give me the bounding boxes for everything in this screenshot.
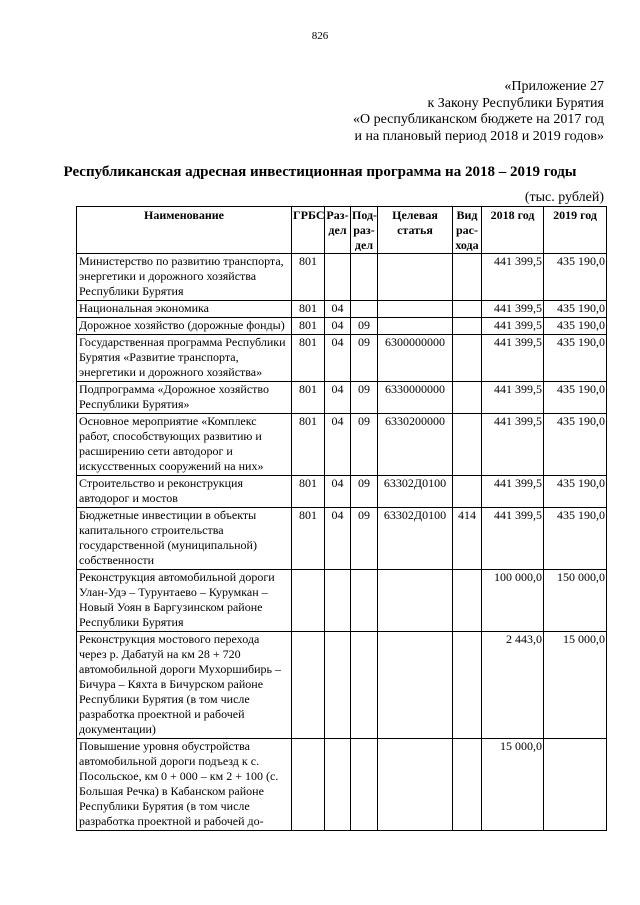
cell-2018: 2 443,0 xyxy=(482,632,544,739)
table-row xyxy=(77,335,607,382)
table-row xyxy=(77,254,607,301)
cell-2019: 435 190,0 xyxy=(544,476,607,508)
table-row xyxy=(77,301,607,318)
cell-2019: 435 190,0 xyxy=(544,254,607,301)
cell-target: 63302Д0100 xyxy=(378,508,453,570)
cell-2019: 435 190,0 xyxy=(544,382,607,414)
cell-2018: 441 399,5 xyxy=(482,318,544,335)
cell-target: 63302Д0100 xyxy=(378,476,453,508)
table-row xyxy=(77,570,607,632)
cell-name: Национальная экономика xyxy=(77,301,292,318)
cell-grbs xyxy=(292,739,325,831)
appendix-line-2: к Закону Республики Бурятия xyxy=(427,95,604,111)
cell-razdel xyxy=(325,254,351,301)
cell-target: 6330200000 xyxy=(378,414,453,476)
cell-razdel: 04 xyxy=(325,508,351,570)
cell-razdel: 04 xyxy=(325,301,351,318)
cell-2018: 441 399,5 xyxy=(482,382,544,414)
cell-vid xyxy=(453,414,482,476)
cell-podrazdel: 09 xyxy=(351,414,378,476)
cell-vid xyxy=(453,570,482,632)
cell-razdel: 04 xyxy=(325,476,351,508)
table-row xyxy=(77,739,607,831)
cell-vid xyxy=(453,318,482,335)
cell-podrazdel xyxy=(351,739,378,831)
cell-2018: 100 000,0 xyxy=(482,570,544,632)
table-row xyxy=(77,414,607,476)
cell-2018: 441 399,5 xyxy=(482,508,544,570)
cell-podrazdel: 09 xyxy=(351,335,378,382)
header-target: Целевая статья xyxy=(378,207,453,254)
appendix-line-3: «О республиканском бюджете на 2017 год xyxy=(353,112,604,127)
cell-vid xyxy=(453,382,482,414)
cell-name: Министерство по развитию транспорта, энергетики и дорожного хозяйства Республики Бурятия xyxy=(77,254,292,301)
table-body xyxy=(77,254,607,831)
cell-grbs: 801 xyxy=(292,414,325,476)
header-2019: 2019 год xyxy=(544,207,607,254)
cell-2018: 441 399,5 xyxy=(482,476,544,508)
cell-name: Бюджетные инвестиции в объекты капитального строительства государственной (муниципальной) собственности xyxy=(77,508,292,570)
cell-name: Государственная программа Республики Бурятия «Развитие транспорта, энергетики и дорожного хозяйства» xyxy=(77,335,292,382)
cell-name: Реконструкция мостового перехода через р. Дабатуй на км 28 + 720 автомобильной дороги Мухоршибирь – Бичура – Кяхта в Бичурском районе Республики Бурятия (в том числе разработка проектной и рабочей документации) xyxy=(77,632,292,739)
cell-podrazdel: 09 xyxy=(351,508,378,570)
cell-grbs: 801 xyxy=(292,254,325,301)
appendix-header xyxy=(353,79,604,145)
cell-grbs: 801 xyxy=(292,318,325,335)
header-grbs: ГРБС xyxy=(292,207,325,254)
cell-name: Основное мероприятие «Комплекс работ, способствующих развитию и расширению сети автодорог и искусственных сооружений на них» xyxy=(77,414,292,476)
cell-target: 6300000000 xyxy=(378,335,453,382)
cell-target xyxy=(378,254,453,301)
cell-razdel: 04 xyxy=(325,335,351,382)
header-podrazdel: Под-раз-дел xyxy=(352,208,378,252)
cell-podrazdel: 09 xyxy=(351,476,378,508)
table-row xyxy=(77,632,607,739)
document-title: Республиканская адресная инвестиционная программа на 2018 – 2019 годы xyxy=(63,164,577,180)
cell-target xyxy=(378,318,453,335)
header-2018: 2018 год xyxy=(482,207,544,254)
cell-name: Строительство и реконструкция автодорог и мостов xyxy=(77,476,292,508)
cell-grbs: 801 xyxy=(292,335,325,382)
cell-vid xyxy=(453,335,482,382)
appendix-line-4: и на плановый период 2018 и 2019 годов» xyxy=(354,128,604,144)
cell-2018: 441 399,5 xyxy=(482,414,544,476)
cell-target: 6330000000 xyxy=(378,382,453,414)
cell-razdel xyxy=(325,632,351,739)
cell-vid xyxy=(453,254,482,301)
cell-podrazdel xyxy=(351,254,378,301)
table-row xyxy=(77,476,607,508)
cell-grbs: 801 xyxy=(292,301,325,318)
cell-razdel xyxy=(325,739,351,831)
cell-target xyxy=(378,739,453,831)
cell-vid: 414 xyxy=(453,508,482,570)
cell-name: Подпрограмма «Дорожное хозяйство Республики Бурятия» xyxy=(77,382,292,414)
header-vid: Вид рас-хода xyxy=(453,207,482,254)
cell-2019: 435 190,0 xyxy=(544,318,607,335)
cell-podrazdel xyxy=(351,570,378,632)
units-label: (тыс. рублей) xyxy=(524,190,604,205)
header-razdel: Раз-дел xyxy=(325,207,351,254)
cell-podrazdel: 09 xyxy=(351,382,378,414)
cell-grbs: 801 xyxy=(292,382,325,414)
cell-grbs xyxy=(292,632,325,739)
cell-vid xyxy=(453,476,482,508)
cell-name: Реконструкция автомобильной дороги Улан-Удэ – Турунтаево – Курумкан – Новый Уоян в Баргузинском районе Республики Бурятия xyxy=(77,570,292,632)
cell-podrazdel xyxy=(351,632,378,739)
cell-vid xyxy=(453,301,482,318)
cell-2019: 435 190,0 xyxy=(544,508,607,570)
table-header-row xyxy=(77,207,607,254)
table-row xyxy=(77,382,607,414)
appendix-line-1: «Приложение 27 xyxy=(504,79,604,94)
investment-program-table xyxy=(76,206,607,831)
cell-2018: 441 399,5 xyxy=(482,301,544,318)
header-name: Наименование xyxy=(77,207,292,254)
cell-2019: 15 000,0 xyxy=(544,632,607,739)
cell-2019 xyxy=(544,739,607,831)
cell-2019: 435 190,0 xyxy=(544,335,607,382)
cell-2019: 435 190,0 xyxy=(544,414,607,476)
cell-target xyxy=(378,301,453,318)
cell-grbs: 801 xyxy=(292,508,325,570)
cell-2019: 150 000,0 xyxy=(544,570,607,632)
table-row xyxy=(77,318,607,335)
table-row xyxy=(77,508,607,570)
cell-razdel: 04 xyxy=(325,414,351,476)
cell-podrazdel xyxy=(351,301,378,318)
cell-target xyxy=(378,570,453,632)
cell-name: Повышение уровня обустройства автомобильной дороги подъезд к с. Посольское, км 0 + 000 – км 2 + 100 (с. Большая Речка) в Кабанском районе Республики Бурятия (в том числе разработка проектной и рабочей до- xyxy=(77,739,292,831)
cell-podrazdel: 09 xyxy=(351,318,378,335)
cell-2018: 441 399,5 xyxy=(482,254,544,301)
cell-2018: 15 000,0 xyxy=(482,739,544,831)
cell-grbs: 801 xyxy=(292,476,325,508)
cell-2018: 441 399,5 xyxy=(482,335,544,382)
cell-2019: 435 190,0 xyxy=(544,301,607,318)
page-number: 826 xyxy=(311,30,329,42)
cell-name: Дорожное хозяйство (дорожные фонды) xyxy=(77,318,292,335)
cell-vid xyxy=(453,739,482,831)
cell-razdel: 04 xyxy=(325,318,351,335)
cell-vid xyxy=(453,632,482,739)
cell-grbs xyxy=(292,570,325,632)
cell-razdel: 04 xyxy=(325,382,351,414)
cell-target xyxy=(378,632,453,739)
cell-razdel xyxy=(325,570,351,632)
